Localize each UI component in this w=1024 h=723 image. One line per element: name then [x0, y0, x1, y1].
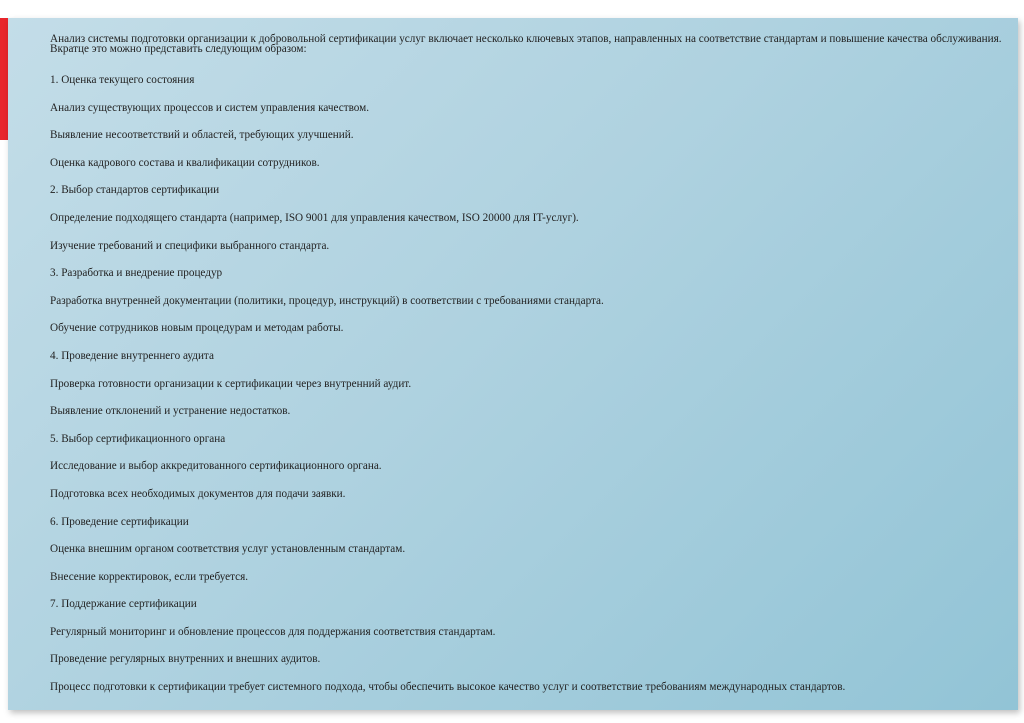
- intro-block: [50, 34, 1010, 54]
- list-item: Анализ существующих процессов и систем управления качеством.: [50, 101, 370, 114]
- list-item: Обучение сотрудников новым процедурам и методам работы.: [50, 322, 344, 335]
- red-accent-bar: [0, 18, 8, 140]
- conclusion-paragraph: Процесс подготовки к сертификации требует системного подхода, чтобы обеспечить высокое качество услуг и соответствие требованиям международных стандартов.: [50, 681, 846, 694]
- content-panel: [8, 18, 1018, 710]
- step-heading: 5. Выбор сертификационного органа: [50, 432, 226, 445]
- step-heading: 4. Проведение внутреннего аудита: [50, 349, 214, 362]
- list-item: Подготовка всех необходимых документов для подачи заявки.: [50, 487, 346, 500]
- list-item: Внесение корректировок, если требуется.: [50, 570, 249, 583]
- step-heading: 2. Выбор стандартов сертификации: [50, 184, 220, 197]
- step-heading: 6. Проведение сертификации: [50, 515, 189, 528]
- list-item: Оценка внешним органом соответствия услуг установленным стандартам.: [50, 543, 406, 556]
- list-item: Оценка кадрового состава и квалификации сотрудников.: [50, 156, 320, 169]
- step-heading: 7. Поддержание сертификации: [50, 598, 197, 611]
- list-item: Регулярный мониторинг и обновление процессов для поддержания соответствия стандартам.: [50, 625, 496, 638]
- list-item: Изучение требований и специфики выбранного стандарта.: [50, 239, 330, 252]
- list-item: Выявление отклонений и устранение недостатков.: [50, 405, 291, 418]
- step-heading: 1. Оценка текущего состояния: [50, 74, 195, 86]
- intro-paragraph: Анализ системы подготовки организации к добровольной сертификации услуг включает несколько ключевых этапов, направленных на соответствие стандартам и повышение качества обслуживания. Вкратце это можно представить следующим образом:: [50, 33, 1002, 55]
- step-heading: 3. Разработка и внедрение процедур: [50, 267, 223, 280]
- list-item: Выявление несоответствий и областей, требующих улучшений.: [50, 129, 354, 142]
- steps-list: [50, 73, 1020, 708]
- list-item: Проведение регулярных внутренних и внешних аудитов.: [50, 653, 321, 666]
- list-item: Разработка внутренней документации (политики, процедур, инструкций) в соответствии с требованиями стандарта.: [50, 294, 604, 307]
- list-item: Исследование и выбор аккредитованного сертификационного органа.: [50, 460, 382, 473]
- list-item: Проверка готовности организации к сертификации через внутренний аудит.: [50, 377, 412, 390]
- list-item: Определение подходящего стандарта (например, ISO 9001 для управления качеством, ISO 20000 для IT-услуг).: [50, 211, 579, 224]
